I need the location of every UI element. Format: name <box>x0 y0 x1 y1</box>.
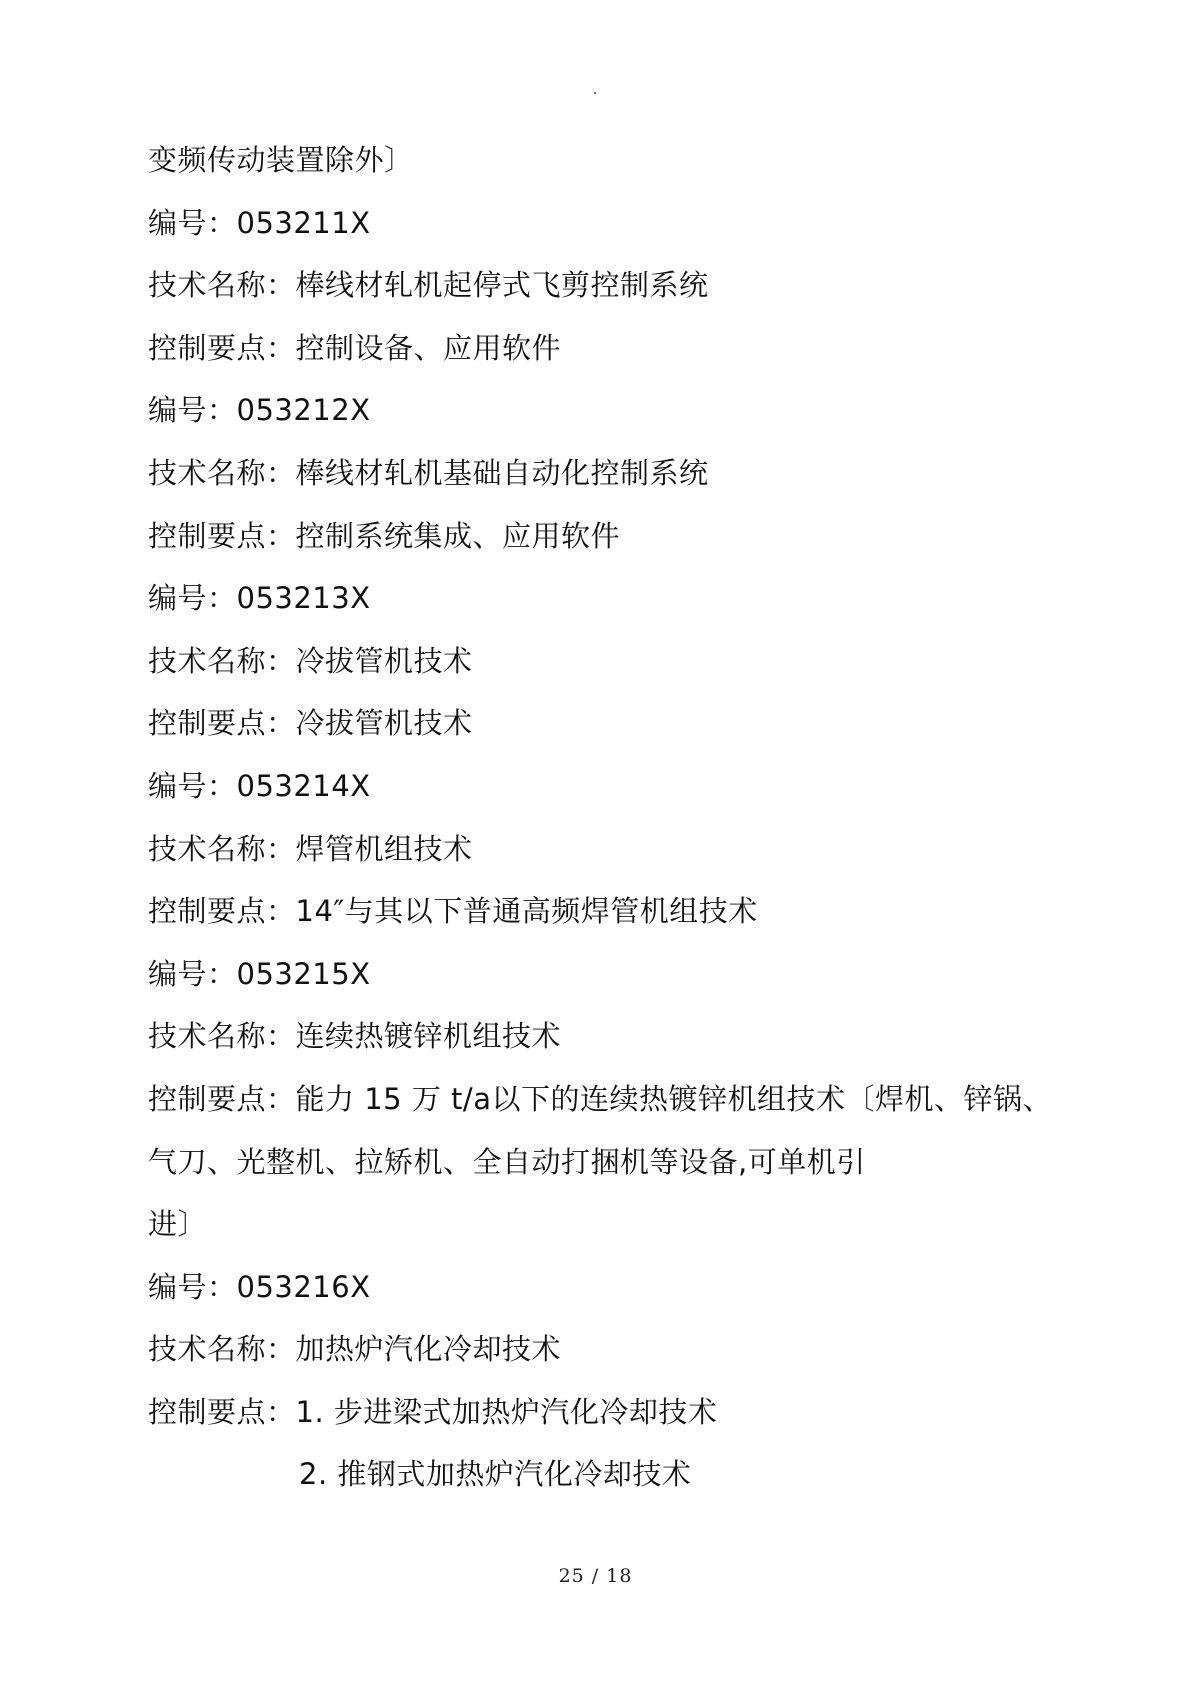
technology-name-line: 技术名称：棒线材轧机起停式飞剪控制系统 <box>148 268 709 303</box>
page-number: 25 / 18 <box>558 1565 633 1587</box>
item-number-053211X: 编号：053211X <box>148 205 371 240</box>
header-dot <box>594 92 596 94</box>
control-points-line: 控制要点：控制设备、应用软件 <box>148 330 562 365</box>
document-body <box>148 140 1058 1517</box>
text-line-continuation: 变频传动装置除外〕 <box>148 143 414 177</box>
technology-name-line: 技术名称：加热炉汽化冷却技术 <box>148 1332 562 1367</box>
control-points-line: 控制要点：控制系统集成、应用软件 <box>148 518 621 553</box>
control-points-continuation: 气刀、光整机、拉矫机、全自动打捆机等设备,可单机引 <box>148 1144 866 1179</box>
technology-name-line: 技术名称：棒线材轧机基础自动化控制系统 <box>148 455 709 490</box>
item-number-053216X: 编号：053216X <box>148 1269 371 1304</box>
technology-name-line: 技术名称：冷拔管机技术 <box>148 643 473 678</box>
item-number-053212X: 编号：053212X <box>148 393 371 428</box>
technology-name-line: 技术名称：焊管机组技术 <box>148 831 473 866</box>
control-points-subitem: 2. 推钢式加热炉汽化冷却技术 <box>299 1457 692 1492</box>
item-number-053214X: 编号：053214X <box>148 768 371 803</box>
control-points-line: 控制要点：1. 步进梁式加热炉汽化冷却技术 <box>148 1394 718 1429</box>
item-number-053213X: 编号：053213X <box>148 581 371 616</box>
control-points-line: 控制要点：14″与其以下普通高频焊管机组技术 <box>148 894 758 929</box>
technology-name-line: 技术名称：连续热镀锌机组技术 <box>148 1019 562 1054</box>
control-points-line: 控制要点：冷拔管机技术 <box>148 706 473 741</box>
control-points-line: 控制要点：能力 15 万 t/a以下的连续热镀锌机组技术〔焊机、锌锅、 <box>148 1081 1052 1116</box>
item-number-053215X: 编号：053215X <box>148 956 371 991</box>
control-points-continuation: 进〕 <box>148 1207 208 1242</box>
